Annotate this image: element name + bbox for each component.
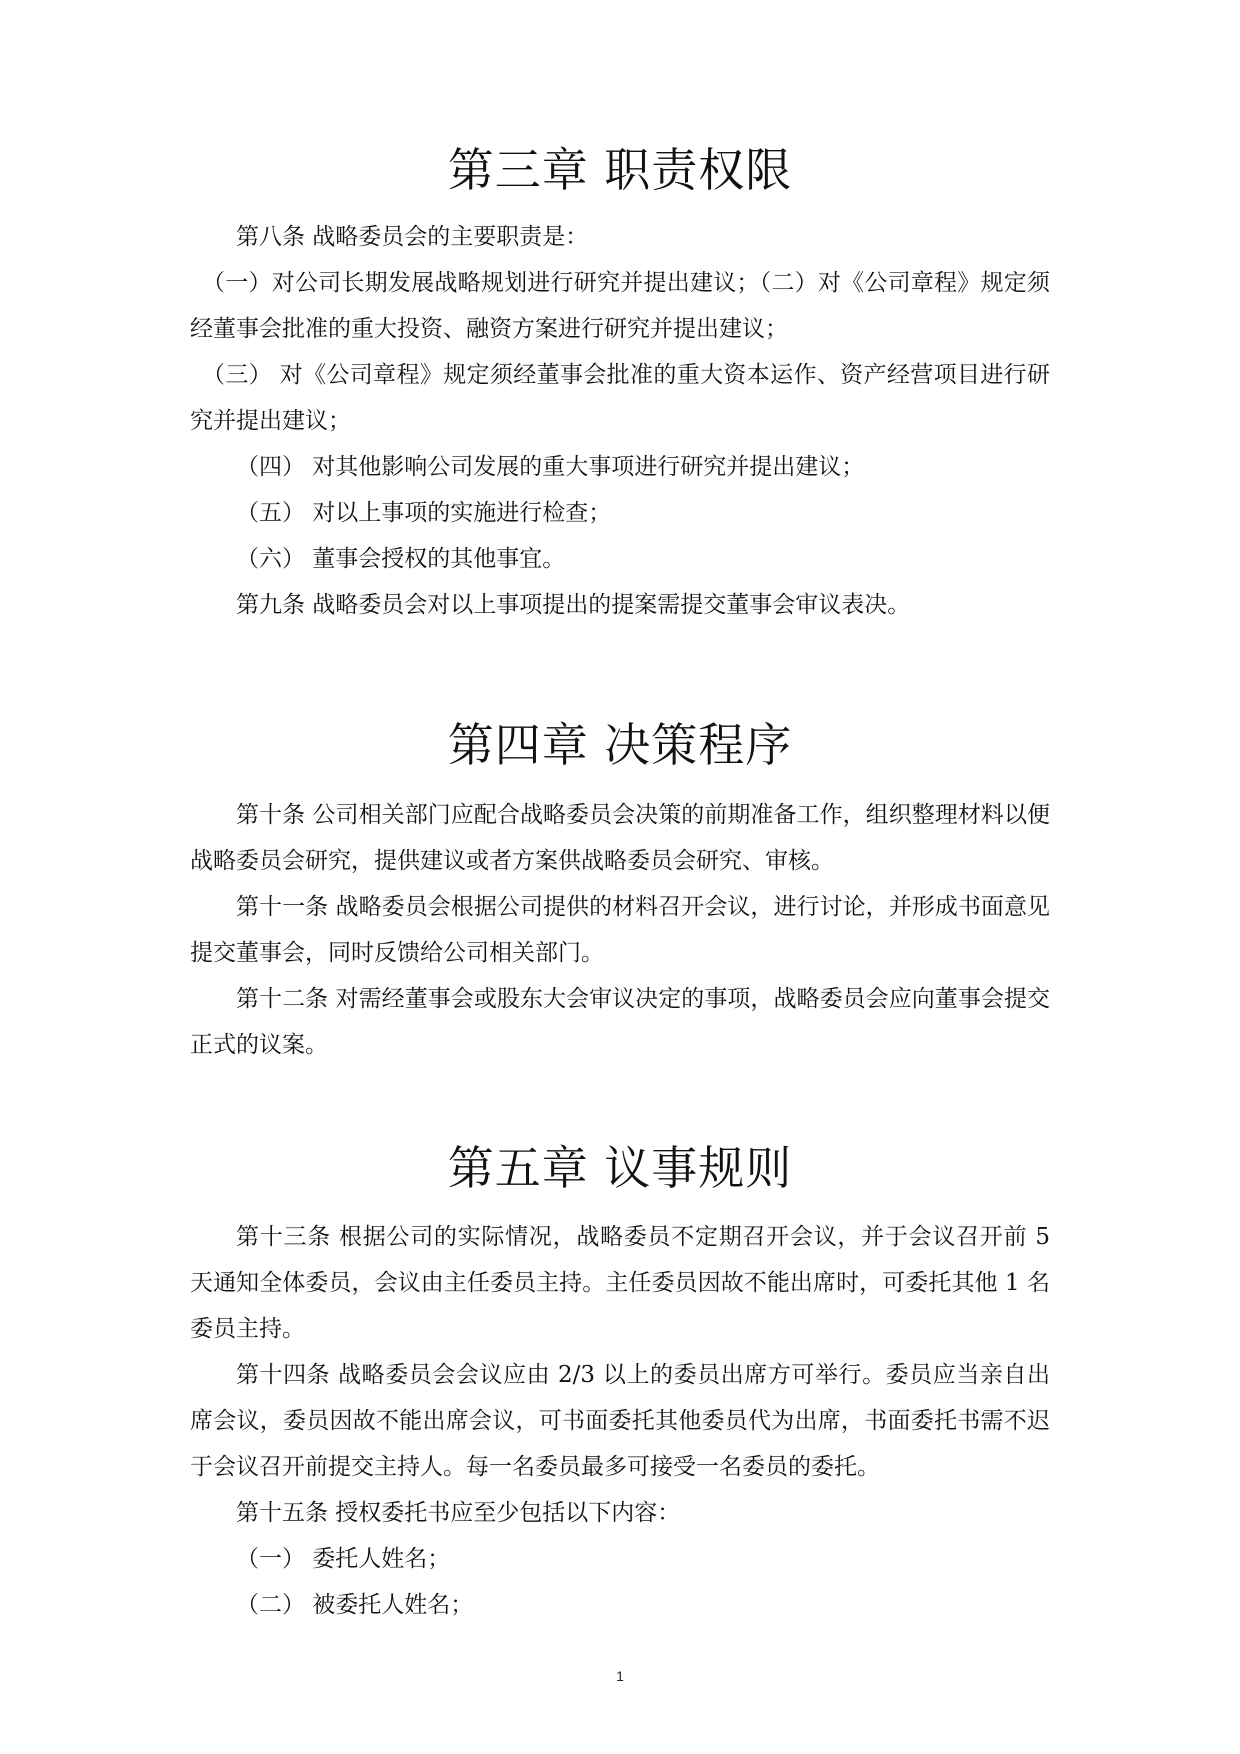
page-number: 1 <box>616 1668 624 1684</box>
article-8-item-3: （三） 对《公司章程》规定须经董事会批准的重大资本运作、资产经营项目进行研究并提出建议； <box>190 362 1050 434</box>
article-15-intro: 第十五条 授权委托书应至少包括以下内容： <box>236 1500 681 1526</box>
article-8-item-5: （五） 对以上事项的实施进行检查； <box>236 500 612 526</box>
article-13: 第十三条 根据公司的实际情况，战略委员不定期召开会议，并于会议召开前 5 天通知全体委员，会议由主任委员主持。主任委员因故不能出席时，可委托其他 1 名委员主持。 <box>190 1224 1050 1342</box>
article-8-item-6: （六） 董事会授权的其他事宜。 <box>236 546 566 572</box>
article-15-item-1: （一） 委托人姓名； <box>236 1546 451 1572</box>
article-8-intro: 第八条 战略委员会的主要职责是： <box>236 224 589 250</box>
chapter-title: 第三章 职责权限 <box>447 143 793 197</box>
article-12: 第十二条 对需经董事会或股东大会审议决定的事项，战略委员会应向董事会提交正式的议案。 <box>190 986 1050 1058</box>
chapter-title: 第四章 决策程序 <box>447 718 793 772</box>
article-10: 第十条 公司相关部门应配合战略委员会决策的前期准备工作，组织整理材料以便战略委员会研究，提供建议或者方案供战略委员会研究、审核。 <box>190 802 1050 874</box>
article-8-item-4: （四） 对其他影响公司发展的重大事项进行研究并提出建议； <box>236 454 865 480</box>
article-15-item-2: （二） 被委托人姓名； <box>236 1592 474 1618</box>
article-14: 第十四条 战略委员会会议应由 2/3 以上的委员出席方可举行。委员应当亲自出席会议，委员因故不能出席会议，可书面委托其他委员代为出席，书面委托书需不迟于会议召开前提交主持人。每一名委员最多可接受一名委员的委托。 <box>190 1362 1050 1480</box>
chapter-title: 第五章 议事规则 <box>447 1141 793 1195</box>
article-9: 第九条 战略委员会对以上事项提出的提案需提交董事会审议表决。 <box>236 592 911 618</box>
article-11: 第十一条 战略委员会根据公司提供的材料召开会议，进行讨论，并形成书面意见提交董事会，同时反馈给公司相关部门。 <box>190 894 1050 966</box>
article-8-item-1-2: （一）对公司长期发展战略规划进行研究并提出建议；（二）对《公司章程》规定须经董事会批准的重大投资、融资方案进行研究并提出建议； <box>190 270 1050 342</box>
